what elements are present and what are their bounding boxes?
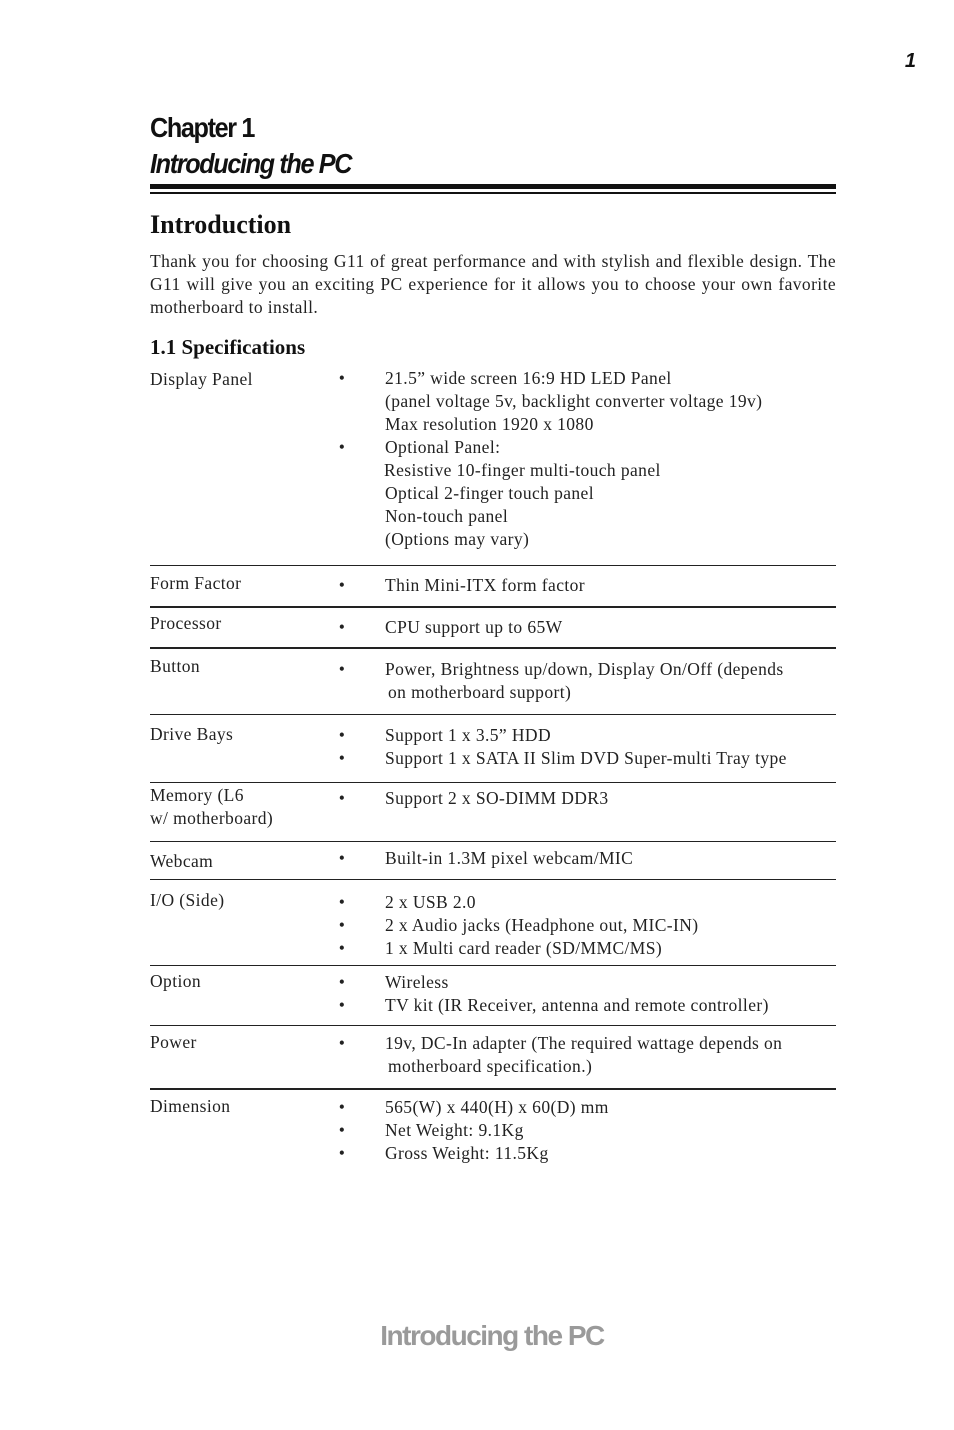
specifications-table (150, 366, 836, 1178)
footer-title: Introducing the PC (380, 1320, 604, 1351)
bullet-icon: • (338, 1143, 346, 1163)
spec-item: on motherboard support) (388, 682, 572, 702)
spec-row-dimension (150, 1088, 836, 1178)
spec-label: Button (150, 656, 201, 676)
spec-item: • Built-in 1.3M pixel webcam/MIC (336, 847, 838, 870)
spec-item: • 1 x Multi card reader (SD/MMC/MS) (336, 937, 838, 960)
bullet-icon: • (338, 725, 346, 745)
spec-item: • Support 1 x 3.5” HDD (336, 724, 838, 747)
spec-item: • 2 x Audio jacks (Headphone out, MIC-IN) (336, 914, 838, 937)
chapter-rule-thick (150, 184, 836, 189)
spec-row-form-factor (150, 565, 836, 606)
bullet-icon: • (338, 972, 346, 992)
spec-item: • CPU support up to 65W (336, 616, 838, 639)
spec-label-line: Memory (L6 (150, 785, 244, 805)
spec-item: (Options may vary) (385, 529, 530, 549)
spec-item: • 2 x USB 2.0 (336, 891, 838, 914)
page-number: 1 (904, 50, 916, 72)
spec-row-webcam (150, 841, 836, 879)
spec-row-power (150, 1025, 836, 1088)
spec-item: Non-touch panel (385, 506, 509, 526)
bullet-icon: • (338, 748, 346, 768)
spec-item: • Wireless (336, 971, 838, 994)
spec-label-line: w/ motherboard) (150, 808, 274, 828)
bullet-icon: • (338, 788, 346, 808)
bullet-icon: • (338, 892, 346, 912)
chapter-rule-thin (150, 192, 836, 194)
bullet-icon: • (338, 437, 346, 457)
spec-label: Dimension (150, 1096, 231, 1116)
spec-item: • 19v, DC-In adapter (The required wattage depends on (336, 1032, 838, 1055)
introduction-heading: Introduction (150, 210, 292, 239)
introduction-paragraph: Thank you for choosing G11 of great performance and with stylish and flexible design. The G11 will give you an exciting PC experience for it allows you to choose your own favorite motherboard to install. (150, 251, 836, 317)
spec-row-display-panel (150, 366, 836, 565)
spec-item: • Thin Mini-ITX form factor (336, 574, 838, 597)
spec-item: • Optional Panel: (336, 436, 838, 459)
bullet-icon: • (338, 1120, 346, 1140)
spec-item: • Support 1 x SATA II Slim DVD Super-multi Tray type (336, 747, 838, 770)
bullet-icon: • (338, 915, 346, 935)
bullet-icon: • (338, 938, 346, 958)
spec-label: I/O (Side) (150, 890, 225, 910)
spec-row-option (150, 965, 836, 1025)
spec-row-drive-bays (150, 714, 836, 782)
spec-item: • Power, Brightness up/down, Display On/Off (depends (336, 658, 838, 681)
spec-label: Power (150, 1032, 197, 1052)
spec-label: Option (150, 971, 202, 991)
spec-label: Display Panel (150, 369, 253, 389)
bullet-icon: • (338, 848, 346, 868)
spec-item: motherboard specification.) (388, 1056, 593, 1076)
bullet-icon: • (338, 575, 346, 595)
chapter-title: Introducing the PC (150, 148, 352, 179)
bullet-icon: • (338, 368, 346, 388)
specifications-heading: 1.1 Specifications (150, 335, 306, 359)
spec-label: Form Factor (150, 573, 242, 593)
bullet-icon: • (338, 659, 346, 679)
spec-item: • Net Weight: 9.1Kg (336, 1119, 838, 1142)
spec-label: Webcam (150, 851, 214, 871)
spec-item: Max resolution 1920 x 1080 (385, 414, 594, 434)
spec-item: Resistive 10-finger multi-touch panel (384, 460, 661, 480)
spec-label: Drive Bays (150, 724, 234, 744)
bullet-icon: • (338, 1033, 346, 1053)
spec-label (150, 784, 330, 830)
spec-item: • Gross Weight: 11.5Kg (336, 1142, 838, 1165)
spec-item: • 565(W) x 440(H) x 60(D) mm (336, 1096, 838, 1119)
spec-row-memory (150, 782, 836, 841)
spec-row-processor (150, 606, 836, 647)
spec-row-button (150, 647, 836, 714)
spec-item: (panel voltage 5v, backlight converter voltage 19v) (385, 391, 763, 411)
spec-item: Optical 2-finger touch panel (385, 483, 594, 503)
spec-row-io-side (150, 879, 836, 965)
spec-item: • TV kit (IR Receiver, antenna and remote controller) (336, 994, 838, 1017)
spec-item: • Support 2 x SO-DIMM DDR3 (336, 787, 838, 810)
spec-label: Processor (150, 613, 222, 633)
chapter-label: Chapter 1 (150, 112, 255, 143)
spec-item: • 21.5” wide screen 16:9 HD LED Panel (336, 367, 838, 390)
bullet-icon: • (338, 1097, 346, 1117)
bullet-icon: • (338, 995, 346, 1015)
bullet-icon: • (338, 617, 346, 637)
